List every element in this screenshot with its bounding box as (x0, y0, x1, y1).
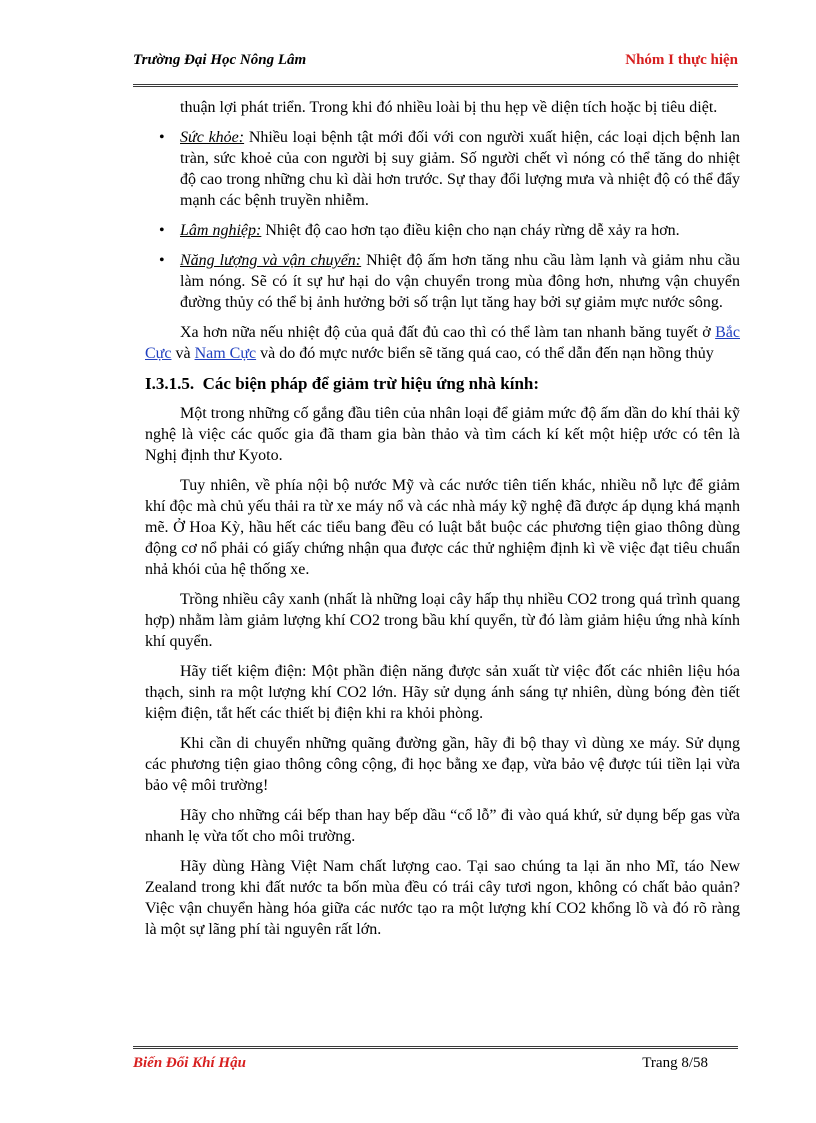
bullet-term: Năng lượng và vận chuyển: (180, 252, 362, 269)
bullet-text: Nhiều loại bệnh tật mới đối với con người xuất hiện, các loại dịch bệnh lan tràn, sức khoẻ của con người bị suy giảm. Số người chết vì nóng có thể tăng do nhiệt độ cao trong những chu kì dài hơn trước. Sự thay đổi lượng mưa và nhiệt độ có thể đẩy mạnh các bệnh truyền nhiễm. (180, 129, 740, 209)
section-heading (145, 373, 740, 395)
list-item (145, 220, 740, 241)
bullet-icon: • (159, 252, 165, 269)
paragraph: Khi cần di chuyển những quãng đường gần, hãy đi bộ thay vì dùng xe máy. Sử dụng các phương tiện giao thông công cộng, đi học bằng xe đạp, vừa bảo vệ được túi tiền lại vừa bảo vệ môi trường! (145, 735, 740, 794)
paragraph: Trồng nhiều cây xanh (nhất là những loại cây hấp thụ nhiều CO2 trong quá trình quang hợp) nhằm làm giảm lượng khí CO2 trong bầu khí quyển, từ đó làm giảm hiệu ứng nhà kính khí quyển. (145, 591, 740, 650)
footer-title: Biến Đổi Khí Hậu (133, 1055, 246, 1071)
polar-text-middle: và (171, 345, 195, 362)
bullet-term: Sức khỏe: (180, 129, 245, 146)
list-item (145, 127, 740, 211)
page-header (133, 50, 738, 87)
bullet-text: Nhiệt độ cao hơn tạo điều kiện cho nạn cháy rừng dễ xảy ra hơn. (261, 222, 680, 239)
polar-text-after: và do đó mực nước biển sẽ tăng quá cao, có thể dẫn đến nạn hồng thủy (256, 345, 714, 362)
link-bac-cuc[interactable]: Bắc Cực (145, 324, 740, 362)
paragraph: Hãy tiết kiệm điện: Một phần điện năng được sản xuất từ việc đốt các nhiên liệu hóa thạch, sinh ra một lượng khí CO2 lớn. Hãy sử dụng ánh sáng tự nhiên, dùng bóng đèn tiết kiệm điện, tắt hết các thiết bị điện khi ra khỏi phòng. (145, 663, 740, 722)
bullet-text: Nhiệt độ ấm hơn tăng nhu cầu làm lạnh và giảm nhu cầu làm nóng. Sẽ có ít sự hư hại do vận chuyển trong mùa đông hơn, nhưng vận chuyển đường thủy có thể bị ảnh hưởng bởi số trận lụt tăng hay bởi sự giảm mực nước sông. (180, 252, 741, 311)
paragraph: Tuy nhiên, về phía nội bộ nước Mỹ và các nước tiên tiến khác, nhiều nỗ lực để giảm khí độc mà chủ yếu thải ra từ xe máy nổ và các nhà máy kỹ nghệ đã được áp dụng khá mạnh mẽ. Ở Hoa Kỳ, hầu hết các tiểu bang đều có luật bắt buộc các phương tiện giao thông dùng động cơ nổ phải có giấy chứng nhận qua được các thử nghiệm định kì về việc đạt tiêu chuẩn nhả khói của hệ thống xe. (145, 477, 740, 578)
list-item (145, 250, 740, 313)
bullet-icon: • (159, 222, 165, 239)
document-body (145, 97, 740, 949)
page-footer (133, 1046, 738, 1079)
impact-list (145, 127, 740, 313)
paragraph: Một trong những cố gắng đầu tiên của nhân loại để giảm mức độ ấm dần do khí thải kỹ nghệ là việc các quốc gia đã tham gia bàn thảo và tìm cách kí kết một hiệp ước có tên là Nghị định thư Kyoto. (145, 405, 740, 464)
paragraph: Hãy dùng Hàng Việt Nam chất lượng cao. Tại sao chúng ta lại ăn nho Mĩ, táo New Zealand trong khi đất nước ta bốn mùa đều có trái cây tươi ngon, không có chất bảo quản? Việc vận chuyển hàng hóa giữa các nước tạo ra một lượng khí CO2 khổng lồ và đó rõ ràng là một sự lãng phí tài nguyên rất lớn. (145, 858, 740, 938)
paragraph: Hãy cho những cái bếp than hay bếp dầu “cổ lỗ” đi vào quá khứ, sử dụng bếp gas vừa nhanh lẹ vừa tốt cho môi trường. (145, 807, 740, 845)
group-label: Nhóm I thực hiện (625, 52, 738, 68)
intro-continuation: thuận lợi phát triển. Trong khi đó nhiều loài bị thu hẹp về diện tích hoặc bị tiêu diệt. (180, 99, 718, 116)
polar-paragraph (145, 322, 740, 364)
link-nam-cuc[interactable]: Nam Cực (194, 345, 257, 362)
bullet-icon: • (159, 129, 165, 146)
school-name: Trường Đại Học Nông Lâm (133, 52, 307, 68)
bullet-term: Lâm nghiệp: (180, 222, 262, 239)
page-number: Trang 8/58 (642, 1055, 708, 1071)
section-title: Các biện pháp để giảm trừ hiệu ứng nhà kính: (202, 374, 540, 393)
section-number: I.3.1.5. (145, 374, 195, 393)
polar-text-before: Xa hơn nữa nếu nhiệt độ của quả đất đủ cao thì có thể làm tan nhanh băng tuyết ở (180, 324, 716, 341)
